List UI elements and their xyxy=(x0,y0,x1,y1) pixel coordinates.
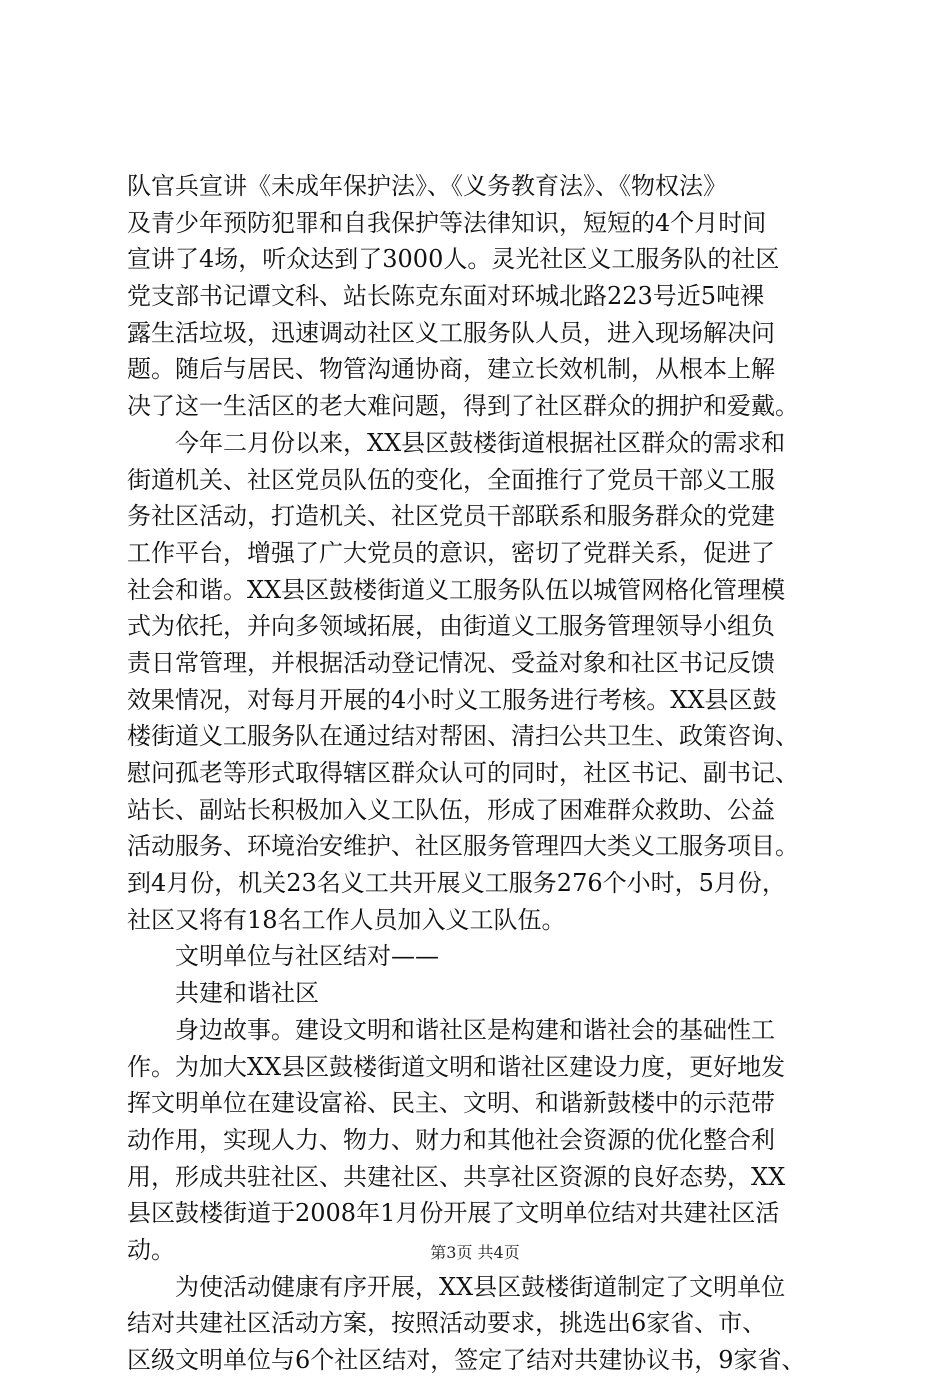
text-line: 宣讲了4场，听众达到了3000人。灵光社区义工服务队的社区 xyxy=(127,245,780,274)
paragraph-start-line: 今年二月份以来，XX县区鼓楼街道根据社区群众的需求和 xyxy=(175,428,786,457)
text-line: 队官兵宣讲《未成年保护法》、《义务教育法》、《物权法》 xyxy=(127,172,727,200)
section-heading-line: 文明单位与社区结对—— xyxy=(175,942,439,971)
text-line: 到4月份，机关23名义工共开展义工服务276个小时，5月份， xyxy=(127,869,786,898)
text-line: 结对共建社区活动方案，按照活动要求，挑选出6家省、市、 xyxy=(127,1309,767,1338)
text-line: 县区鼓楼街道于2008年1月份开展了文明单位结对共建社区活 xyxy=(127,1199,780,1228)
text-line: 慰问孤老等形式取得辖区群众认可的同时，社区书记、副书记、 xyxy=(127,759,799,787)
text-line: 作。为加大XX县区鼓楼街道文明和谐社区建设力度，更好地发 xyxy=(127,1052,786,1081)
text-line: 工作平台，增强了广大党员的意识，密切了党群关系，促进了 xyxy=(127,538,775,567)
text-line: 及青少年预防犯罪和自我保护等法律知识，短短的4个月时间 xyxy=(127,208,767,237)
text-line: 动作用，实现人力、物力、财力和其他社会资源的优化整合利 xyxy=(127,1125,775,1154)
text-line: 动。 xyxy=(127,1235,175,1264)
text-line: 楼街道义工服务队在通过结对帮困、清扫公共卫生、政策咨询、 xyxy=(127,722,799,751)
text-line: 决了这一生活区的老大难问题，得到了社区群众的拥护和爱戴。 xyxy=(127,392,799,421)
text-line: 用，形成共驻社区、共建社区、共享社区资源的良好态势，XX xyxy=(127,1162,786,1191)
document-body xyxy=(127,168,847,1379)
text-line: 务社区活动，打造机关、社区党员干部联系和服务群众的党建 xyxy=(127,502,775,531)
paragraph-start-line: 为使活动健康有序开展，XX县区鼓楼街道制定了文明单位 xyxy=(175,1272,786,1301)
text-line: 效果情况，对每月开展的4小时义工服务进行考核。XX县区鼓 xyxy=(127,685,777,714)
text-line: 挥文明单位在建设富裕、民主、文明、和谐新鼓楼中的示范带 xyxy=(127,1089,775,1118)
text-line: 社会和谐。XX县区鼓楼街道义工服务队伍以城管网格化管理模 xyxy=(127,575,786,604)
section-heading-line: 共建和谐社区 xyxy=(175,979,319,1008)
text-line: 式为依托，并向多领域拓展，由街道义工服务管理领导小组负 xyxy=(127,612,775,641)
paragraph-start-line: 身边故事。建设文明和谐社区是构建和谐社会的基础性工 xyxy=(175,1015,775,1044)
text-line: 活动服务、环境治安维护、社区服务管理四大类义工服务项目。 xyxy=(127,832,799,861)
text-line: 社区又将有18名工作人员加入义工队伍。 xyxy=(127,905,566,934)
page-footer: 第3页 共4页 xyxy=(430,1243,520,1262)
text-line: 党支部书记谭文科、站长陈克东面对环城北路223号近5吨裸 xyxy=(127,282,765,311)
text-line: 区级文明单位与6个社区结对，签定了结对共建协议书，9家省、 xyxy=(127,1346,806,1374)
text-line: 街道机关、社区党员队伍的变化，全面推行了党员干部义工服 xyxy=(127,465,775,494)
text-line: 题。随后与居民、物管沟通协商，建立长效机制，从根本上解 xyxy=(127,355,775,384)
text-line: 露生活垃圾，迅速调动社区义工服务队人员，进入现场解决问 xyxy=(127,318,775,347)
text-line: 站长、副站长积极加入义工队伍，形成了困难群众救助、公益 xyxy=(127,795,775,824)
text-line: 责日常管理，并根据活动登记情况、受益对象和社区书记反馈 xyxy=(127,648,775,677)
